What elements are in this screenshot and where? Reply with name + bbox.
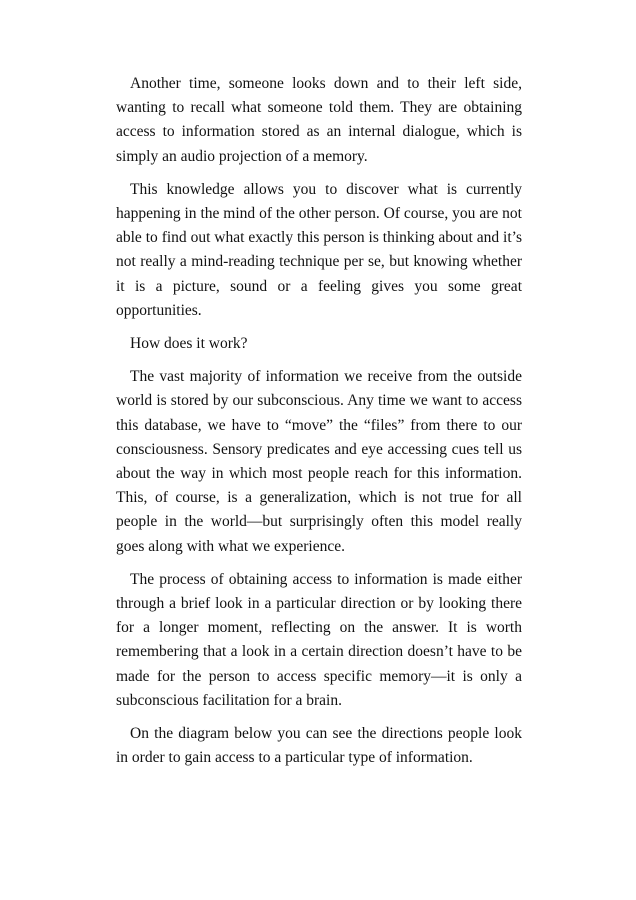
paragraph-vast-majority: The vast majority of information we receive from the outside world is stored by our subconscious. Any time we want to access this database, we have to “move” the “files” from there to our consciousness. Sensory predicates and eye accessing cues tell us about the way in which most people reach for this information. This, of course, is a generalization, which is not true for all people in the world—but surprisingly often this model really goes along with what we experience. (116, 368, 522, 555)
paragraph-knowledge: This knowledge allows you to discover what is currently happening in the mind of the other person. Of course, you are not able to find out what exactly this person is thinking about and it’s not really a mind-reading technique per se, but knowing whether it is a picture, sound or a feeling gives you some great opportunities. (116, 180, 522, 319)
paragraph-process: The process of obtaining access to information is made either through a brief look in a particular direction or by looking there for a longer moment, reflecting on the answer. It is worth remembering that a look in a certain direction doesn’t have to be made for the person to access specific memory—it is only a subconscious facilitation for a brain. (116, 570, 522, 709)
paragraph-diagram-intro: On the diagram below you can see the directions people look in order to gain access to a particular type of information. (116, 725, 522, 767)
paragraph-internal-dialogue: Another time, someone looks down and to their left side, wanting to recall what someone told them. They are obtaining access to information stored as an internal dialogue, which is simply an audio projection of a memory. (116, 75, 522, 165)
document-page (116, 72, 522, 779)
paragraph-how-does-it-work: How does it work? (130, 335, 248, 353)
